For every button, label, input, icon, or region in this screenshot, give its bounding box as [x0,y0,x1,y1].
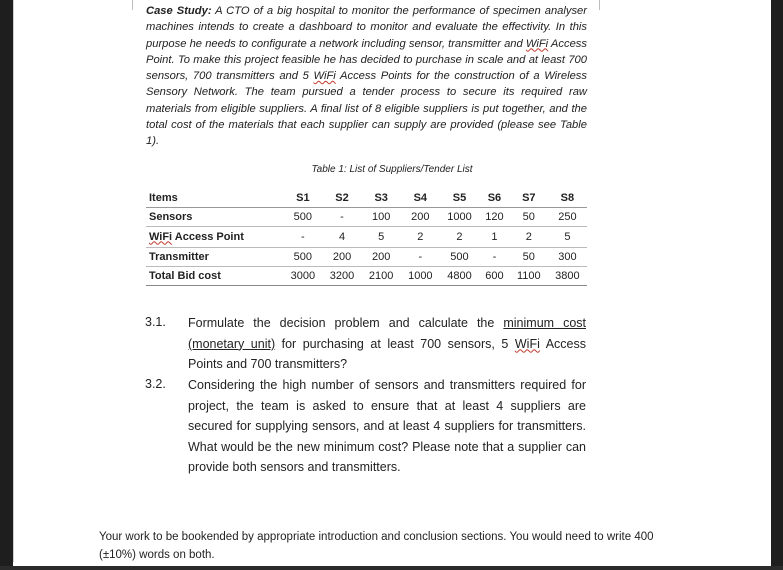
question-number: 3.1. [145,315,166,329]
margin-guide [599,0,600,10]
table-caption: Table 1: List of Suppliers/Tender List [311,164,473,175]
document-page[interactable] [13,0,771,566]
case-study-title: Case Study: [146,5,212,17]
table-row: WiFi Access Point - 4 5 2 2 1 2 5 [146,227,587,248]
spelling-marked-word: WiFi [313,70,336,83]
table-row: Total Bid cost 3000 3200 2100 1000 4800 600 1100 3800 [146,267,587,286]
footer-instructions: Your work to be bookended by appropriate introduction and conclusion sections. You would need to write 400 (±10%) words on both. [99,531,654,561]
spelling-marked-word: WiFi [514,336,540,351]
spelling-marked-word: WiFi [525,37,549,50]
question-text: Considering the high number of sensors and transmitters required for project, the team is asked to ensure that at least 4 suppliers are secured for supplying sensors, and at least 4 suppliers for transmitters. What would be the new minimum cost? Please note that a supplier can provide both sensors and transmitters. [188,378,586,475]
case-study-paragraph: Case Study: A CTO of a big hospital to monitor the performance of specimen analyser machines intends to create a dashboard to monitor and evaluate the effectivity. In this purpose he needs to configurate a network including sensor, transmitter and WiFi Access Point. To make this project feasible he has decided to purchase in scale and at least 700 sensors, 700 transmitters and 5 WiFi Access Points for the construction of a Wireless Sensory Network. The team pursued a tender process to secure its required raw materials from eligible suppliers. A final list of 8 eligible suppliers is put together, and the total cost of the materials that each supplier can supply are provided (please see Table 1). [146,5,588,148]
table-row: Transmitter 500 200 200 - 500 - 50 300 [146,248,587,267]
table-row: Sensors 500 - 100 200 1000 120 50 250 [146,208,587,227]
margin-guide [132,0,133,10]
underlined-phrase: minimum cost (monetary unit) [188,316,586,351]
supplier-table [146,189,587,286]
question-text: Formulate the decision problem and calculate the minimum cost (monetary unit) for purchasing at least 700 sensors, 5 WiFi Access Points and 700 transmitters? [188,316,586,372]
table-header-row: Items S1 S2 S3 S4 S5 S6 S7 S8 [146,189,587,208]
page-edge [13,0,14,562]
question-number: 3.2. [145,377,166,391]
status-bar [0,566,783,570]
